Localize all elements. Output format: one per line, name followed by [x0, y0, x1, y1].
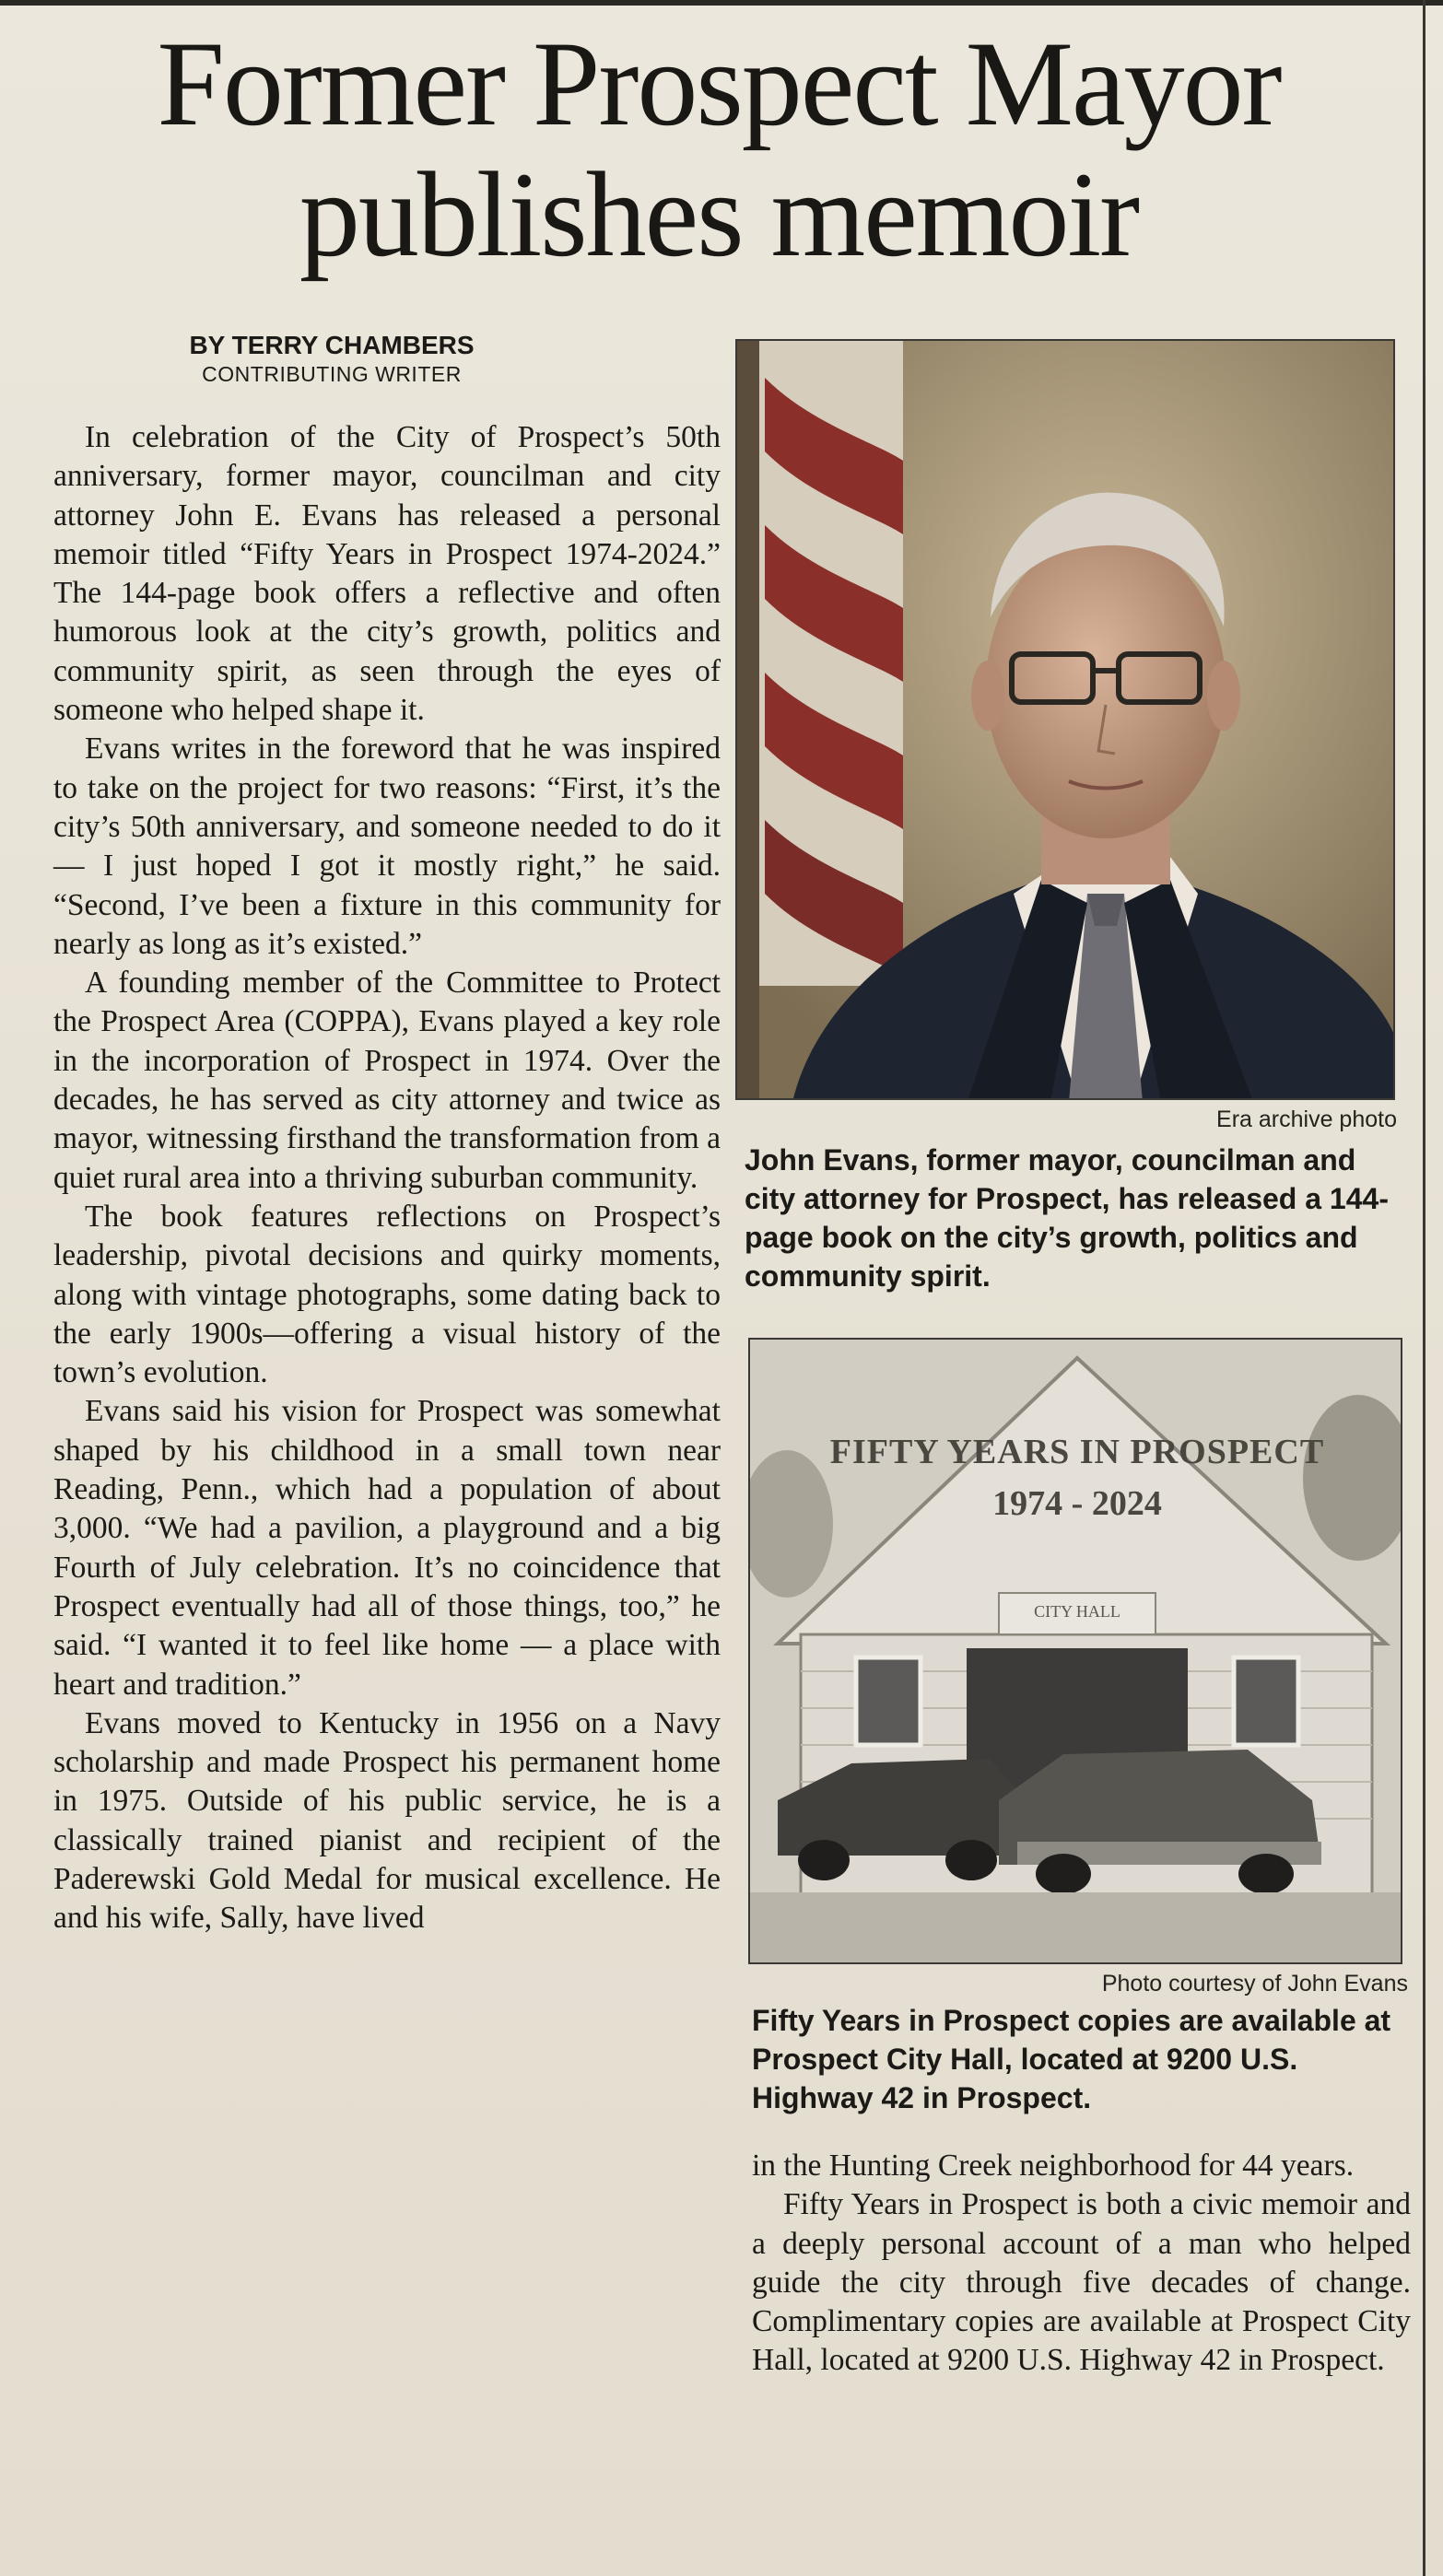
- book-cover-title: FIFTY YEARS IN PROSPECT: [829, 1433, 1325, 1471]
- article-paragraph: Evans moved to Kentucky in 1956 on a Navy scholarship and made Prospect his permanent home in 1975. Outside of his public service, he is a classically trained pianist and recipient of the Paderewski Gold Medal for musical excellence. He and his wife, Sally, have lived: [53, 1705, 721, 1936]
- article-paragraph: Evans writes in the foreword that he was inspired to take on the project for two reasons: “First, it’s the city’s 50th anniversary, and someone needed to do it — I just hoped I got it mostly right,” he said. “Second, I’ve been a fixture in this community for nearly as long as it’s existed.”: [53, 732, 721, 961]
- article-column-right: [752, 2147, 1411, 2381]
- byline-author: BY TERRY CHAMBERS: [189, 331, 475, 359]
- photo-caption: Fifty Years in Prospect copies are available at Prospect City Hall, located at 9200 U.S. Highway 42 in Prospect.: [752, 2004, 1391, 2114]
- article-paragraph: A founding member of the Committee to Protect the Prospect Area (COPPA), Evans played a key role in the incorporation of Prospect in 1974. Over the decades, he has served as city attorney and twice as mayor, witnessing firsthand the transformation from a quiet rural area into a thriving suburban community.: [53, 966, 721, 1195]
- article-column-left: [53, 418, 721, 1938]
- byline-role: CONTRIBUTING WRITER: [202, 362, 462, 386]
- book-cover-sign: CITY HALL: [1034, 1602, 1120, 1621]
- article-paragraph: In celebration of the City of Prospect’s 50th anniversary, former mayor, councilman and city attorney John E. Evans has released a personal memoir titled “Fifty Years in Prospect 1974-2024.” The 144-page book offers a reflective and often humorous look at the city’s growth, politics and community spirit, as seen through the eyes of someone who helped shape it.: [53, 420, 721, 728]
- article-paragraph: Evans said his vision for Prospect was somewhat shaped by his childhood in a small town near Reading, Penn., which had a population of about 3,000. “We had a pavilion, a playground and a big Fourth of July celebration. It’s no coincidence that Prospect eventually had all of those things, too,” he said. “I wanted it to feel like home — a place with heart and tradition.”: [53, 1394, 721, 1702]
- article-paragraph: Fifty Years in Prospect is both a civic memoir and a deeply personal account of a man who helped guide the city through five decades of change. Complimentary copies are available at Prospect City Hall, located at 9200 U.S. Highway 42 in Prospect.: [752, 2187, 1411, 2378]
- book-cover-years: 1974 - 2024: [992, 1484, 1162, 1523]
- portrait-illustration: [737, 341, 1395, 1100]
- top-rule: [0, 0, 1443, 6]
- photo-caption: John Evans, former mayor, councilman and city attorney for Prospect, has released a 144-page book on the city’s growth, politics and community spirit.: [745, 1143, 1389, 1293]
- portrait-photo: [735, 339, 1395, 1100]
- headline: Former Prospect Mayor publishes memoir: [157, 16, 1281, 282]
- column-rule: [1423, 0, 1425, 2576]
- book-cover-photo: [748, 1338, 1402, 1964]
- article-paragraph: in the Hunting Creek neighborhood for 44 years.: [752, 2149, 1355, 2183]
- photo-credit: Era archive photo: [1216, 1107, 1397, 1132]
- article-paragraph: The book features reflections on Prospect’s leadership, pivotal decisions and quirky moments, along with vintage photographs, some dating back to the early 1900s—offering a visual history of the town’s evolution.: [53, 1199, 721, 1390]
- photo-credit: Photo courtesy of John Evans: [1101, 1971, 1408, 1996]
- byline: [92, 330, 571, 387]
